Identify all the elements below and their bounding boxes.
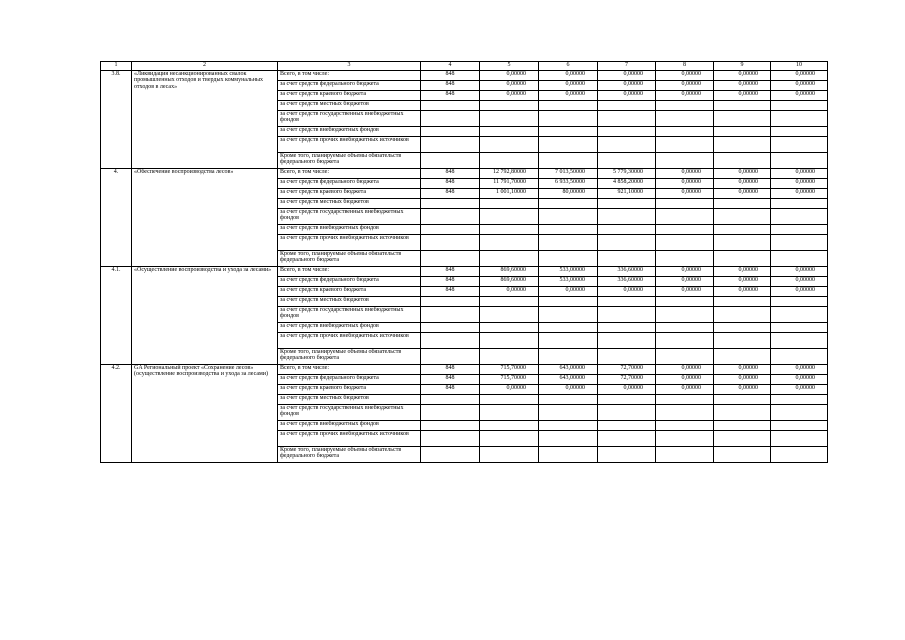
amount-cell	[539, 111, 598, 127]
budget-code-cell: 848	[421, 277, 480, 287]
amount-cell	[656, 209, 714, 225]
budget-code-cell: 848	[421, 81, 480, 91]
budget-code-cell: 848	[421, 189, 480, 199]
amount-cell	[480, 111, 539, 127]
amount-cell: 0,00000	[598, 71, 656, 81]
budget-code-cell	[421, 431, 480, 447]
amount-cell	[480, 323, 539, 333]
column-header: 7	[598, 62, 656, 71]
amount-cell	[656, 111, 714, 127]
funding-source-label: за счет средств местных бюджетов	[278, 199, 421, 209]
column-header: 2	[132, 62, 278, 71]
amount-cell	[598, 333, 656, 349]
budget-code-cell	[421, 209, 480, 225]
amount-cell	[656, 251, 714, 267]
funding-source-label: за счет средств краевого бюджета	[278, 189, 421, 199]
funding-source-label: Всего, в том числе:	[278, 71, 421, 81]
amount-cell: 0,00000	[656, 287, 714, 297]
amount-cell	[656, 297, 714, 307]
budget-code-cell	[421, 101, 480, 111]
budget-code-cell: 848	[421, 91, 480, 101]
amount-cell: 533,00000	[539, 267, 598, 277]
amount-cell	[771, 235, 828, 251]
amount-cell	[656, 235, 714, 251]
amount-cell	[714, 235, 771, 251]
amount-cell: 0,00000	[656, 277, 714, 287]
budget-code-cell	[421, 111, 480, 127]
amount-cell: 7 013,50000	[539, 169, 598, 179]
budget-code-cell	[421, 127, 480, 137]
amount-cell: 715,70000	[480, 365, 539, 375]
amount-cell: 643,00000	[539, 365, 598, 375]
amount-cell	[480, 199, 539, 209]
amount-cell	[539, 395, 598, 405]
amount-cell	[539, 349, 598, 365]
budget-code-cell	[421, 307, 480, 323]
funding-source-label: за счет средств внебюджетных фондов	[278, 323, 421, 333]
amount-cell: 0,00000	[480, 81, 539, 91]
amount-cell	[539, 199, 598, 209]
budget-code-cell: 848	[421, 385, 480, 395]
amount-cell	[539, 333, 598, 349]
amount-cell: 0,00000	[480, 71, 539, 81]
amount-cell: 0,00000	[771, 267, 828, 277]
funding-source-label: за счет средств федерального бюджета	[278, 81, 421, 91]
amount-cell	[656, 395, 714, 405]
amount-cell	[656, 323, 714, 333]
amount-cell: 0,00000	[656, 71, 714, 81]
amount-cell: 0,00000	[714, 375, 771, 385]
amount-cell: 0,00000	[656, 385, 714, 395]
amount-cell: 11 791,70000	[480, 179, 539, 189]
amount-cell: 0,00000	[656, 91, 714, 101]
amount-cell	[480, 251, 539, 267]
section-number: 4.2.	[101, 365, 132, 463]
budget-code-cell: 848	[421, 375, 480, 385]
amount-cell	[539, 235, 598, 251]
table-row	[101, 71, 828, 81]
amount-cell	[480, 421, 539, 431]
amount-cell	[771, 137, 828, 153]
budget-code-cell: 848	[421, 365, 480, 375]
amount-cell	[771, 447, 828, 463]
amount-cell: 4 858,20000	[598, 179, 656, 189]
amount-cell	[539, 251, 598, 267]
amount-cell	[539, 127, 598, 137]
amount-cell	[771, 153, 828, 169]
column-header: 4	[421, 62, 480, 71]
budget-code-cell	[421, 137, 480, 153]
amount-cell	[714, 153, 771, 169]
funding-source-label: за счет средств государственных внебюджетных фондов	[278, 111, 421, 127]
amount-cell	[480, 405, 539, 421]
amount-cell	[656, 137, 714, 153]
column-header: 3	[278, 62, 421, 71]
funding-source-label: за счет средств федерального бюджета	[278, 375, 421, 385]
amount-cell	[539, 307, 598, 323]
budget-code-cell	[421, 447, 480, 463]
funding-source-label: за счет средств местных бюджетов	[278, 101, 421, 111]
column-number-row	[101, 62, 828, 71]
funding-source-label: Всего, в том числе:	[278, 365, 421, 375]
amount-cell: 0,00000	[771, 287, 828, 297]
amount-cell: 0,00000	[480, 385, 539, 395]
amount-cell: 336,60000	[598, 267, 656, 277]
amount-cell	[539, 137, 598, 153]
budget-code-cell: 848	[421, 287, 480, 297]
amount-cell	[656, 405, 714, 421]
amount-cell: 1 001,10000	[480, 189, 539, 199]
amount-cell: 0,00000	[656, 375, 714, 385]
amount-cell	[539, 101, 598, 111]
amount-cell: 0,00000	[539, 287, 598, 297]
amount-cell: 0,00000	[771, 189, 828, 199]
funding-source-label: за счет средств местных бюджетов	[278, 395, 421, 405]
amount-cell	[656, 199, 714, 209]
amount-cell	[656, 333, 714, 349]
amount-cell	[480, 153, 539, 169]
amount-cell: 0,00000	[656, 189, 714, 199]
amount-cell	[539, 297, 598, 307]
amount-cell: 0,00000	[714, 385, 771, 395]
amount-cell: 0,00000	[771, 179, 828, 189]
amount-cell: 0,00000	[598, 91, 656, 101]
amount-cell: 869,60000	[480, 277, 539, 287]
amount-cell	[714, 431, 771, 447]
amount-cell: 0,00000	[714, 267, 771, 277]
budget-code-cell	[421, 349, 480, 365]
amount-cell	[771, 421, 828, 431]
amount-cell: 0,00000	[771, 71, 828, 81]
funding-source-label: за счет средств прочих внебюджетных источников	[278, 431, 421, 447]
amount-cell: 921,10000	[598, 189, 656, 199]
amount-cell	[480, 431, 539, 447]
amount-cell	[714, 323, 771, 333]
amount-cell	[480, 209, 539, 225]
amount-cell	[714, 307, 771, 323]
amount-cell: 0,00000	[539, 81, 598, 91]
funding-source-label: за счет средств краевого бюджета	[278, 91, 421, 101]
amount-cell	[771, 251, 828, 267]
column-header: 8	[656, 62, 714, 71]
funding-source-label: за счет средств краевого бюджета	[278, 287, 421, 297]
amount-cell	[598, 307, 656, 323]
amount-cell	[598, 137, 656, 153]
amount-cell	[714, 137, 771, 153]
section-name: GA Региональный проект «Сохранение лесов» (осуществление воспроизводства и ухода за лесами)	[132, 365, 278, 463]
budget-code-cell	[421, 333, 480, 349]
amount-cell	[656, 127, 714, 137]
amount-cell	[598, 251, 656, 267]
amount-cell	[656, 421, 714, 431]
funding-source-label: Кроме того, планируемые объемы обязательств федерального бюджета	[278, 349, 421, 365]
amount-cell	[598, 101, 656, 111]
amount-cell	[771, 127, 828, 137]
amount-cell: 0,00000	[598, 81, 656, 91]
budget-code-cell	[421, 323, 480, 333]
funding-source-label: Кроме того, планируемые объемы обязательств федерального бюджета	[278, 447, 421, 463]
amount-cell	[771, 225, 828, 235]
amount-cell	[714, 405, 771, 421]
amount-cell	[656, 153, 714, 169]
amount-cell: 0,00000	[598, 287, 656, 297]
amount-cell	[771, 323, 828, 333]
amount-cell: 0,00000	[714, 81, 771, 91]
amount-cell	[539, 153, 598, 169]
amount-cell	[771, 101, 828, 111]
funding-source-label: за счет средств внебюджетных фондов	[278, 421, 421, 431]
amount-cell	[480, 447, 539, 463]
amount-cell: 0,00000	[598, 385, 656, 395]
amount-cell	[480, 235, 539, 251]
budget-code-cell	[421, 395, 480, 405]
amount-cell	[480, 395, 539, 405]
amount-cell: 0,00000	[539, 71, 598, 81]
amount-cell	[656, 307, 714, 323]
section-name: «Обеспечение воспроизводства лесов»	[132, 169, 278, 267]
amount-cell	[598, 153, 656, 169]
column-header: 5	[480, 62, 539, 71]
table-row	[101, 267, 828, 277]
amount-cell: 0,00000	[771, 365, 828, 375]
section-number: 4.	[101, 169, 132, 267]
amount-cell	[714, 225, 771, 235]
budget-code-cell: 848	[421, 179, 480, 189]
amount-cell: 72,70000	[598, 375, 656, 385]
amount-cell	[771, 297, 828, 307]
amount-cell	[714, 111, 771, 127]
document-page	[100, 61, 827, 463]
budget-code-cell: 848	[421, 71, 480, 81]
budget-code-cell	[421, 235, 480, 251]
amount-cell	[598, 421, 656, 431]
amount-cell: 0,00000	[714, 71, 771, 81]
amount-cell	[598, 349, 656, 365]
amount-cell	[714, 349, 771, 365]
section-number: 3.8.	[101, 71, 132, 169]
amount-cell	[480, 127, 539, 137]
table-row	[101, 169, 828, 179]
amount-cell: 0,00000	[714, 91, 771, 101]
column-header: 10	[771, 62, 828, 71]
amount-cell	[480, 307, 539, 323]
amount-cell	[771, 307, 828, 323]
amount-cell: 0,00000	[771, 277, 828, 287]
amount-cell	[480, 101, 539, 111]
amount-cell: 0,00000	[771, 385, 828, 395]
section-name: «Ликвидация несанкционированных свалок промышленных отходов и твердых коммунальных отходов в лесах»	[132, 71, 278, 169]
amount-cell	[598, 199, 656, 209]
funding-source-label: за счет средств местных бюджетов	[278, 297, 421, 307]
funding-source-label: за счет средств государственных внебюджетных фондов	[278, 307, 421, 323]
amount-cell: 5 779,30000	[598, 169, 656, 179]
budget-code-cell: 848	[421, 169, 480, 179]
budget-code-cell	[421, 153, 480, 169]
amount-cell	[539, 405, 598, 421]
amount-cell	[714, 199, 771, 209]
amount-cell: 0,00000	[714, 179, 771, 189]
amount-cell	[714, 127, 771, 137]
amount-cell	[771, 349, 828, 365]
amount-cell	[598, 405, 656, 421]
funding-source-label: за счет средств внебюджетных фондов	[278, 225, 421, 235]
amount-cell	[539, 209, 598, 225]
amount-cell: 0,00000	[771, 169, 828, 179]
amount-cell	[539, 323, 598, 333]
amount-cell	[771, 395, 828, 405]
table-row	[101, 365, 828, 375]
amount-cell	[714, 251, 771, 267]
column-header: 1	[101, 62, 132, 71]
amount-cell: 0,00000	[771, 91, 828, 101]
funding-source-label: Кроме того, планируемые объемы обязательств федерального бюджета	[278, 251, 421, 267]
amount-cell	[598, 127, 656, 137]
amount-cell	[598, 235, 656, 251]
amount-cell: 533,00000	[539, 277, 598, 287]
funding-source-label: Всего, в том числе:	[278, 169, 421, 179]
budget-code-cell	[421, 251, 480, 267]
funding-source-label: Кроме того, планируемые объемы обязательств федерального бюджета	[278, 153, 421, 169]
amount-cell	[598, 431, 656, 447]
amount-cell	[656, 349, 714, 365]
section-number: 4.1.	[101, 267, 132, 365]
budget-table	[100, 61, 828, 463]
amount-cell: 0,00000	[714, 277, 771, 287]
funding-source-label: за счет средств федерального бюджета	[278, 179, 421, 189]
amount-cell: 336,60000	[598, 277, 656, 287]
budget-code-cell	[421, 297, 480, 307]
section-name: «Осуществление воспроизводства и ухода за лесами»	[132, 267, 278, 365]
amount-cell	[598, 225, 656, 235]
amount-cell: 0,00000	[656, 365, 714, 375]
amount-cell	[714, 395, 771, 405]
column-header: 6	[539, 62, 598, 71]
amount-cell	[656, 225, 714, 235]
column-header: 9	[714, 62, 771, 71]
amount-cell	[480, 333, 539, 349]
amount-cell	[714, 333, 771, 349]
amount-cell: 869,60000	[480, 267, 539, 277]
table-body	[101, 62, 828, 463]
amount-cell	[771, 199, 828, 209]
amount-cell: 6 933,50000	[539, 179, 598, 189]
funding-source-label: за счет средств внебюджетных фондов	[278, 127, 421, 137]
amount-cell: 0,00000	[771, 81, 828, 91]
amount-cell	[656, 101, 714, 111]
amount-cell	[714, 297, 771, 307]
amount-cell: 715,70000	[480, 375, 539, 385]
amount-cell	[598, 111, 656, 127]
amount-cell: 72,70000	[598, 365, 656, 375]
amount-cell: 0,00000	[656, 81, 714, 91]
amount-cell	[714, 447, 771, 463]
amount-cell	[539, 421, 598, 431]
amount-cell	[714, 101, 771, 111]
funding-source-label: за счет средств краевого бюджета	[278, 385, 421, 395]
amount-cell: 80,00000	[539, 189, 598, 199]
amount-cell	[656, 447, 714, 463]
amount-cell: 643,00000	[539, 375, 598, 385]
amount-cell	[480, 225, 539, 235]
amount-cell	[539, 447, 598, 463]
funding-source-label: за счет средств прочих внебюджетных источников	[278, 333, 421, 349]
amount-cell: 0,00000	[714, 365, 771, 375]
amount-cell: 12 792,80000	[480, 169, 539, 179]
amount-cell	[771, 111, 828, 127]
amount-cell: 0,00000	[539, 385, 598, 395]
budget-code-cell: 848	[421, 267, 480, 277]
budget-code-cell	[421, 225, 480, 235]
amount-cell	[714, 421, 771, 431]
amount-cell	[598, 209, 656, 225]
funding-source-label: за счет средств прочих внебюджетных источников	[278, 235, 421, 251]
amount-cell	[480, 297, 539, 307]
budget-code-cell	[421, 405, 480, 421]
amount-cell: 0,00000	[480, 91, 539, 101]
amount-cell	[598, 395, 656, 405]
funding-source-label: за счет средств государственных внебюджетных фондов	[278, 405, 421, 421]
amount-cell	[598, 323, 656, 333]
funding-source-label: Всего, в том числе:	[278, 267, 421, 277]
amount-cell	[598, 297, 656, 307]
amount-cell: 0,00000	[480, 287, 539, 297]
funding-source-label: за счет средств федерального бюджета	[278, 277, 421, 287]
budget-code-cell	[421, 199, 480, 209]
amount-cell	[771, 431, 828, 447]
amount-cell: 0,00000	[656, 169, 714, 179]
amount-cell: 0,00000	[714, 287, 771, 297]
funding-source-label: за счет средств прочих внебюджетных источников	[278, 137, 421, 153]
amount-cell: 0,00000	[714, 169, 771, 179]
amount-cell	[771, 405, 828, 421]
amount-cell: 0,00000	[539, 91, 598, 101]
amount-cell: 0,00000	[714, 189, 771, 199]
amount-cell	[598, 447, 656, 463]
amount-cell	[480, 137, 539, 153]
budget-code-cell	[421, 421, 480, 431]
amount-cell	[539, 225, 598, 235]
amount-cell: 0,00000	[771, 375, 828, 385]
amount-cell	[539, 431, 598, 447]
amount-cell: 0,00000	[656, 179, 714, 189]
amount-cell: 0,00000	[656, 267, 714, 277]
amount-cell	[656, 431, 714, 447]
amount-cell	[480, 349, 539, 365]
amount-cell	[771, 209, 828, 225]
amount-cell	[714, 209, 771, 225]
funding-source-label: за счет средств государственных внебюджетных фондов	[278, 209, 421, 225]
amount-cell	[771, 333, 828, 349]
